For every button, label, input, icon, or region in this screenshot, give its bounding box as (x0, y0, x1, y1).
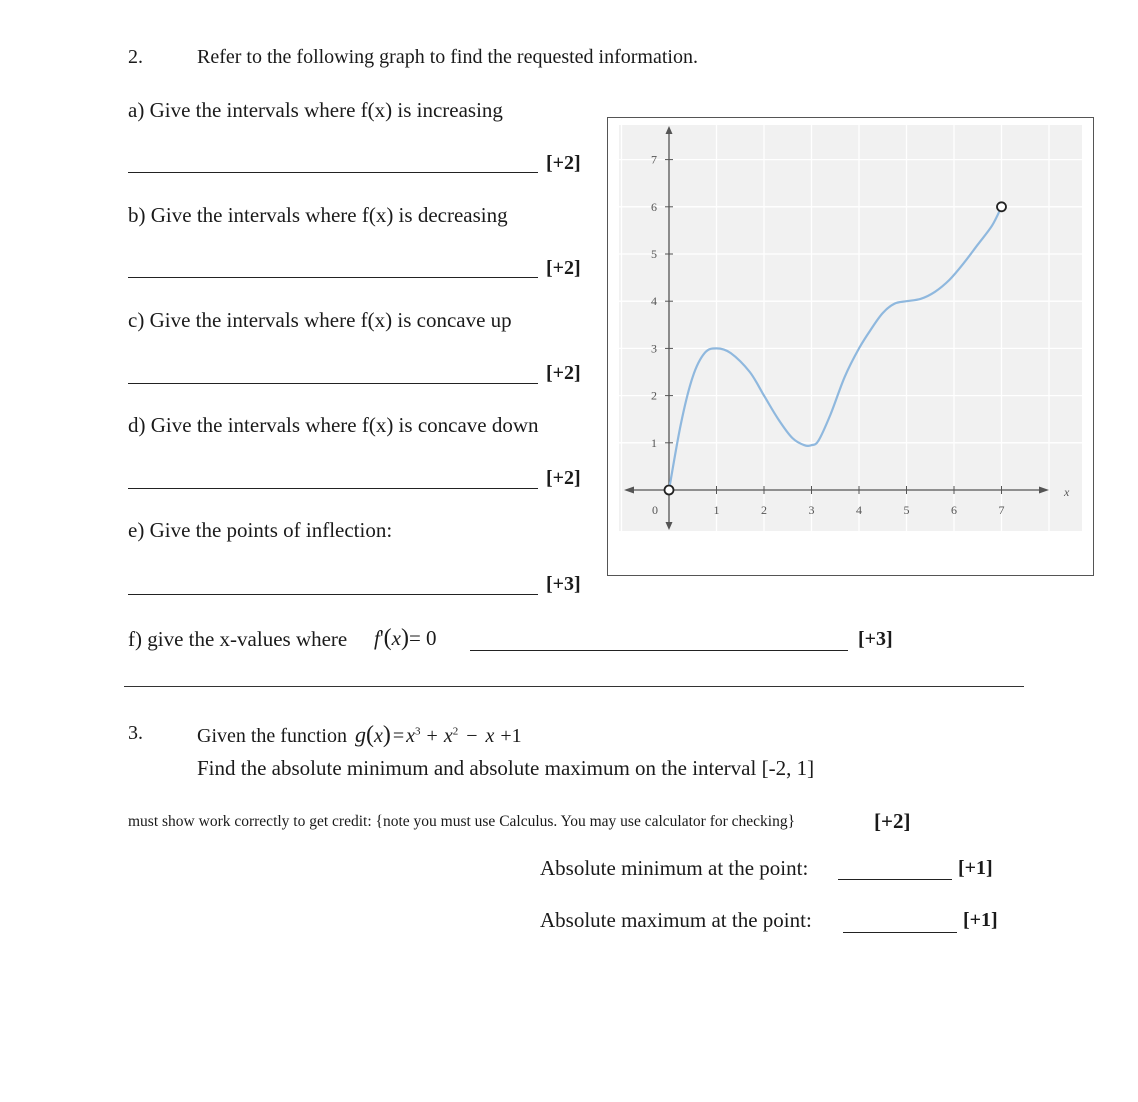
x-tick-label: 4 (856, 503, 862, 517)
y-tick-label: 2 (651, 388, 657, 403)
question-3-note: must show work correctly to get credit: {note you must use Calculus. You may use calculator for checking} (128, 813, 796, 830)
y-tick-label: 1 (651, 435, 657, 450)
plot-background (619, 125, 1082, 531)
part-f-answer-line[interactable] (470, 650, 848, 651)
part-c-label: c) Give the intervals where f(x) is concave up (128, 308, 512, 332)
section-divider (124, 686, 1024, 687)
func-exp1: 3 (415, 725, 421, 738)
func-term2: x (443, 725, 453, 747)
abs-min-label: Absolute minimum at the point: (540, 856, 809, 880)
part-f-math-rest: = 0 (408, 626, 437, 650)
question-2-prompt: Refer to the following graph to find the requested information. (197, 46, 698, 68)
part-f-math-open: ( (383, 625, 392, 651)
x-tick-label: 3 (808, 503, 815, 517)
func-plus1: + (426, 725, 438, 747)
func-x: x (373, 725, 383, 747)
x-tick-label: 0 (652, 503, 658, 517)
x-tick-label: 6 (951, 503, 957, 517)
x-axis-label: x (1064, 485, 1070, 499)
open-endpoint (665, 486, 674, 495)
y-tick-label: 3 (651, 341, 657, 356)
question-3-find: Find the absolute minimum and absolute maximum on the interval [-2, 1] (197, 756, 815, 780)
abs-max-label: Absolute maximum at the point: (540, 908, 812, 932)
x-tick-label: 2 (761, 503, 767, 517)
open-endpoint (997, 202, 1006, 211)
y-tick-label: 6 (651, 199, 657, 214)
part-d-points: [+2] (546, 467, 581, 489)
part-c-points: [+2] (546, 362, 581, 384)
abs-max-answer-line[interactable] (843, 932, 957, 933)
question-3-given (197, 722, 522, 749)
part-a-label: a) Give the intervals where f(x) is increasing (128, 98, 503, 122)
part-f-points: [+3] (858, 628, 893, 650)
question-3-note-points: [+2] (874, 809, 911, 833)
part-f-math-x: x (391, 626, 401, 650)
part-f-math (374, 625, 437, 652)
func-exp2: 2 (452, 725, 459, 738)
part-e-points: [+3] (546, 573, 581, 595)
y-tick-label: 4 (651, 294, 657, 309)
part-c-answer-line[interactable] (128, 383, 538, 384)
part-f-math-close: ) (400, 625, 409, 651)
y-tick-label: 7 (651, 152, 657, 167)
part-e-answer-line[interactable] (128, 594, 538, 595)
part-a-answer-line[interactable] (128, 172, 538, 173)
part-b-answer-line[interactable] (128, 277, 538, 278)
x-tick-label: 7 (998, 503, 1005, 517)
part-d-answer-line[interactable] (128, 488, 538, 489)
func-term1: x (406, 725, 416, 747)
x-tick-label: 1 (713, 503, 720, 517)
func-term3: x (485, 725, 495, 747)
abs-min-points: [+1] (958, 857, 993, 879)
func-close: ) (382, 722, 391, 748)
part-a-points: [+2] (546, 152, 581, 174)
part-f-math-prime: ' (379, 626, 384, 650)
question-3-number: 3. (128, 722, 143, 744)
part-b-label: b) Give the intervals where f(x) is decreasing (128, 203, 508, 227)
part-b-points: [+2] (546, 257, 581, 279)
y-tick-label: 5 (651, 247, 657, 261)
func-minus: − (466, 725, 478, 747)
part-e-label: e) Give the points of inflection: (128, 518, 393, 542)
func-eq: = (392, 725, 405, 747)
question-2-number: 2. (128, 46, 143, 68)
part-f-label: f) give the x-values where (128, 627, 348, 651)
question-3-given-text: Given the function (197, 725, 347, 747)
func-plus2: +1 (500, 725, 522, 747)
abs-max-points: [+1] (963, 909, 998, 931)
x-tick-label: 5 (903, 503, 910, 517)
func-g: g (354, 722, 366, 747)
function-graph (619, 125, 1082, 531)
func-open: ( (365, 722, 374, 748)
part-d-label: d) Give the intervals where f(x) is concave down (128, 413, 539, 437)
part-f-math-f: f (374, 626, 380, 650)
abs-min-answer-line[interactable] (838, 879, 952, 880)
